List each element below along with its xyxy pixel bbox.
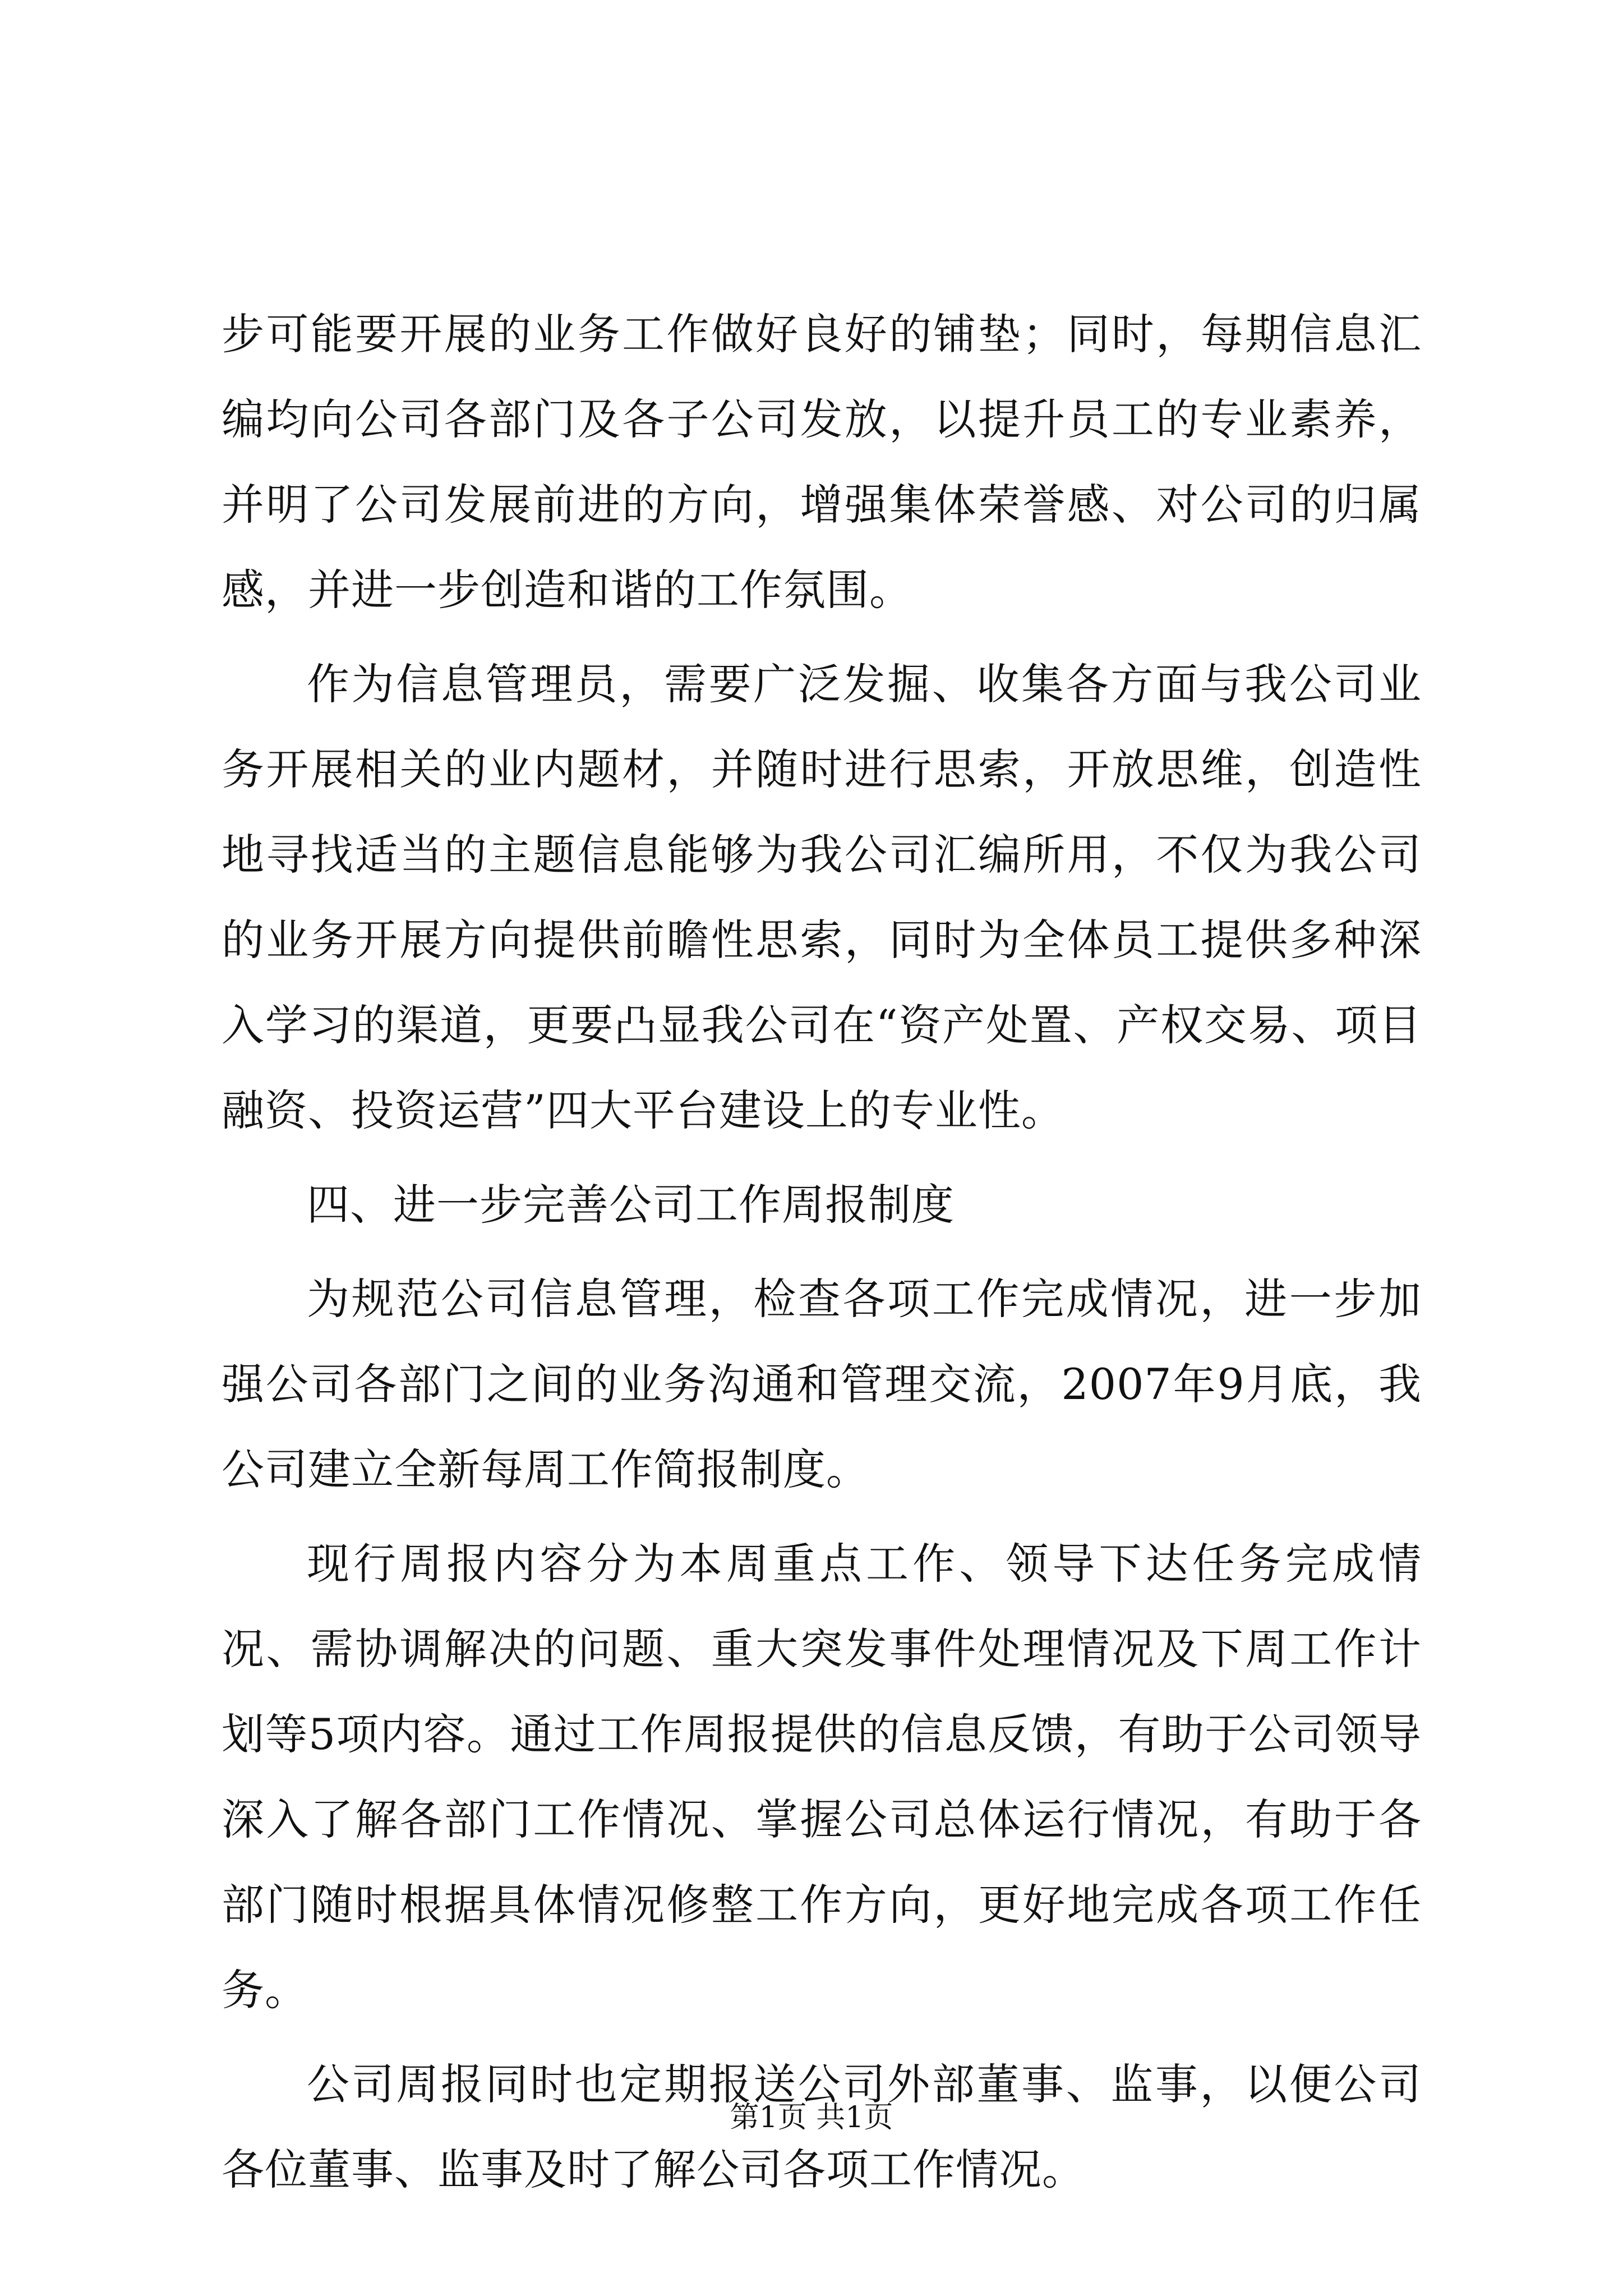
page-footer: 第1页 共1页 (730, 2101, 893, 2134)
document-body (222, 292, 1422, 2221)
paragraph-continuation: 步可能要开展的业务工作做好良好的铺垫；同时，每期信息汇编均向公司各部门及各子公司发放，以提升员工的专业素养，并明了公司发展前进的方向，增强集体荣誉感、对公司的归属感，并进一步创造和谐的工作氛围。 (222, 309, 1422, 615)
paragraph-weekly-report-intro: 为规范公司信息管理，检查各项工作完成情况，进一步加强公司各部门之间的业务沟通和管理交流，2007年9月底，我公司建立全新每周工作简报制度。 (222, 1274, 1422, 1494)
section-heading-weekly-report: 四、进一步完善公司工作周报制度 (307, 1180, 955, 1230)
paragraph-weekly-report-directors: 公司周报同时也定期报送公司外部董事、监事，以便公司各位董事、监事及时了解公司各项工作情况。 (222, 2059, 1422, 2194)
paragraph-weekly-report-content: 现行周报内容分为本周重点工作、领导下达任务完成情况、需协调解决的问题、重大突发事件处理情况及下周工作计划等5项内容。通过工作周报提供的信息反馈，有助于公司领导深入了解各部门工作情况、掌握公司总体运行情况，有助于各部门随时根据具体情况修整工作方向，更好地完成各项工作任务。 (222, 1539, 1422, 2015)
paragraph-info-manager: 作为信息管理员，需要广泛发掘、收集各方面与我公司业务开展相关的业内题材，并随时进行思索，开放思维，创造性地寻找适当的主题信息能够为我公司汇编所用，不仅为我公司的业务开展方向提供前瞻性思索，同时为全体员工提供多种深入学习的渠道，更要凸显我公司在“资产处置、产权交易、项目融资、投资运营”四大平台建设上的专业性。 (222, 659, 1422, 1135)
